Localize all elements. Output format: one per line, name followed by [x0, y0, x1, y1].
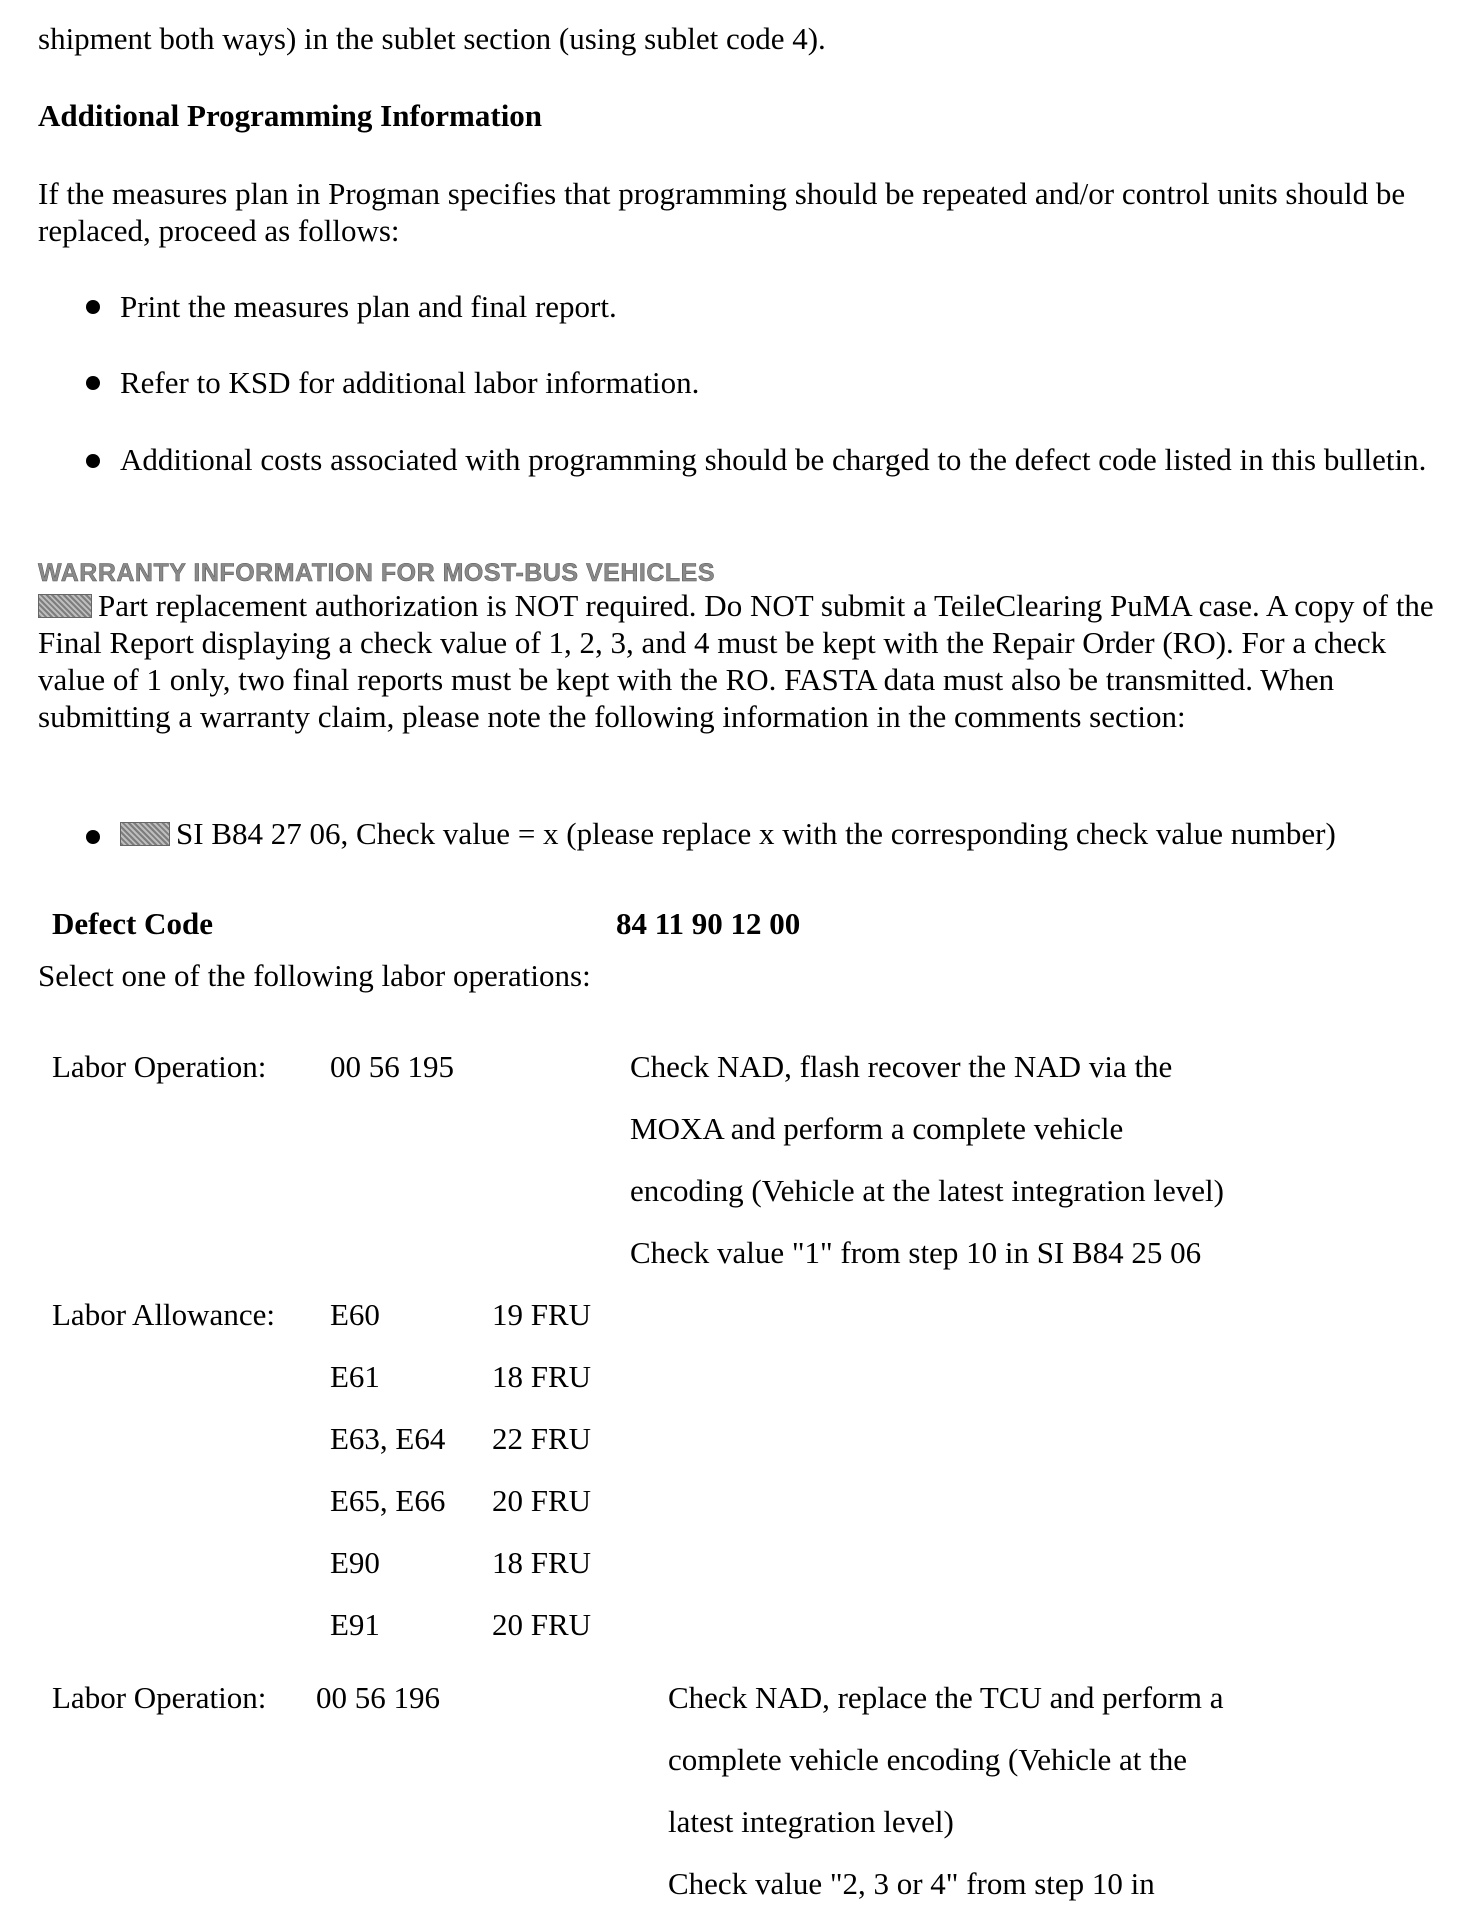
labor-operation-label: Labor Operation:: [52, 1049, 267, 1084]
labor-allowance-label: Labor Allowance:: [52, 1297, 275, 1332]
new-icon: [38, 594, 92, 618]
defect-code-value: 84 11 90 12 00: [616, 906, 801, 941]
warranty-bullet-text: [120, 815, 1442, 852]
labor-operation-desc-line: Check value "2, 3 or 4" from step 10 in: [668, 1866, 1155, 1901]
labor-operation-desc-line: Check value "1" from step 10 in SI B84 25 06: [630, 1235, 1202, 1270]
bullet-icon: [86, 300, 100, 314]
defect-code-label: Defect Code: [52, 906, 213, 941]
labor-operation-desc-line: Check NAD, replace the TCU and perform a: [668, 1680, 1224, 1715]
model-cell: E63, E64: [330, 1421, 446, 1456]
warranty-bullet-label: SI B84 27 06, Check value = x (please replace x with the corresponding check value number): [176, 816, 1336, 851]
bullet-icon: [86, 830, 100, 844]
fru-cell: 22 FRU: [492, 1421, 592, 1456]
labor-operation-code: 00 56 196: [316, 1680, 440, 1715]
section-heading: Additional Programming Information: [38, 98, 543, 133]
fru-cell: 18 FRU: [492, 1545, 592, 1580]
bullet-icon: [86, 454, 100, 468]
labor-operation-desc-line: latest integration level): [668, 1804, 954, 1839]
labor-operation-desc-line: Check NAD, flash recover the NAD via the: [630, 1049, 1173, 1084]
model-cell: E65, E66: [330, 1483, 446, 1518]
warranty-paragraph: [38, 587, 1442, 735]
select-instruction: Select one of the following labor operations:: [38, 958, 591, 993]
list-item-text: Additional costs associated with programming should be charged to the defect code listed in this bulletin.: [120, 442, 1427, 477]
fru-cell: 19 FRU: [492, 1297, 592, 1332]
fru-cell: 18 FRU: [492, 1359, 592, 1394]
model-cell: E60: [330, 1297, 380, 1332]
warranty-paragraph-text: Part replacement authorization is NOT required. Do NOT submit a TeileClearing PuMA case. A copy of the Final Report displaying a check value of 1, 2, 3, and 4 must be kept with the Repair Order (RO). For a check value of 1 only, two final reports must be kept with the RO. FASTA data must also be transmitted. When submitting a warranty claim, please note the following information in the comments section:: [38, 588, 1434, 734]
bullet-icon: [86, 376, 100, 390]
fru-cell: 20 FRU: [492, 1607, 592, 1642]
labor-operation-desc-line: encoding (Vehicle at the latest integration level): [630, 1173, 1224, 1208]
labor-operation-label: Labor Operation:: [52, 1680, 267, 1715]
model-cell: E91: [330, 1607, 380, 1642]
labor-operation-code: 00 56 195: [330, 1049, 454, 1084]
section-paragraph: If the measures plan in Progman specifies that programming should be repeated and/or control units should be replaced, proceed as follows:: [38, 176, 1406, 248]
list-item-text: Refer to KSD for additional labor information.: [120, 365, 700, 400]
warranty-heading: WARRANTY INFORMATION FOR MOST-BUS VEHICLES: [38, 559, 716, 587]
labor-operation-desc-line: MOXA and perform a complete vehicle: [630, 1111, 1124, 1146]
list-item-text: Print the measures plan and final report.: [120, 289, 617, 324]
model-cell: E61: [330, 1359, 380, 1394]
labor-operation-desc-line: complete vehicle encoding (Vehicle at the: [668, 1742, 1188, 1777]
model-cell: E90: [330, 1545, 380, 1580]
fru-cell: 20 FRU: [492, 1483, 592, 1518]
intro-line: shipment both ways) in the sublet section (using sublet code 4).: [38, 21, 826, 56]
new-icon: [120, 822, 170, 846]
